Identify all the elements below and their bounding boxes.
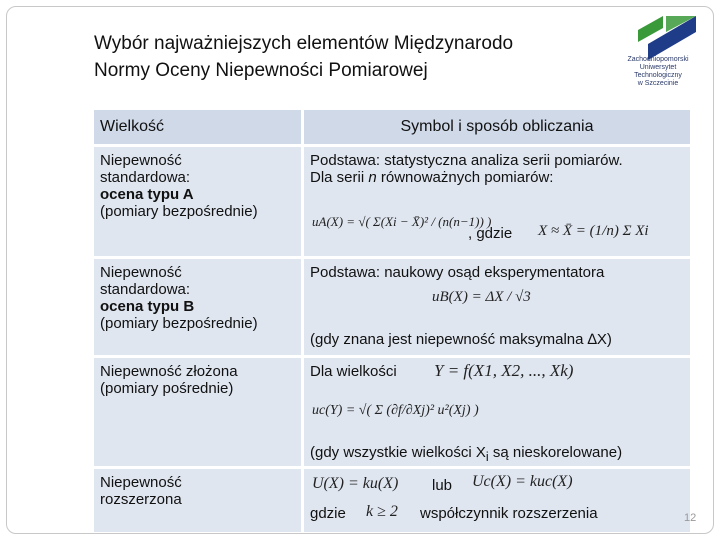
lub-label: lub bbox=[432, 477, 453, 494]
formula-ua: uA(X) = √( Σ(Xi − X̄)² / (n(n−1)) ) bbox=[312, 214, 492, 229]
formula-y: Y = f(X1, X2, ..., Xk) bbox=[434, 361, 574, 380]
row-b-desc: Podstawa: naukowy osąd eksperymentatora uB(X) = ΔX / √3 (gdy znana jest niepewność maksymalna ∆X) bbox=[304, 259, 690, 355]
row-c-note: (gdy wszystkie wielkości $X_i$ są nieskorelowane) bbox=[310, 444, 623, 464]
row-c-desc: Dla wielkości Y = f(X1, X2, ..., Xk) uc(Y) = √( Σ (∂f/∂Xj)² u²(Xj) ) (gdy wszystkie wielkości $X_i$ są nieskorelowane) bbox=[304, 358, 690, 466]
formula-ub: uB(X) = ΔX / √3 bbox=[432, 289, 531, 305]
formula-k: k ≥ 2 bbox=[366, 503, 398, 520]
uncertainty-table bbox=[94, 110, 690, 535]
row-a-desc: Podstawa: statystyczna analiza serii pomiarów. Dla serii n równoważnych pomiarów: uA(X) = √( Σ(Xi − X̄)² / (n(n−1)) ) , gdzie X ≈ X̄ = (1/n) Σ Xi bbox=[304, 147, 690, 256]
row-d-name: Niepewność rozszerzona bbox=[94, 469, 301, 532]
page-number: 12 bbox=[684, 512, 697, 524]
table-row bbox=[94, 259, 690, 355]
formula-U: U(X) = ku(X) bbox=[312, 475, 399, 492]
row-b-name: Niepewność standardowa: ocena typu B (pomiary bezpośrednie) bbox=[94, 259, 301, 355]
row-d-desc bbox=[304, 469, 690, 532]
table-header-row bbox=[94, 110, 690, 144]
header-symbol: Symbol i sposób obliczania bbox=[304, 110, 690, 144]
row-b-note: (gdy znana jest niepewność maksymalna ∆X) bbox=[310, 331, 612, 348]
row-c-name: Niepewność złożona (pomiary pośrednie) bbox=[94, 358, 301, 466]
gdzie-label-2: gdzie bbox=[310, 505, 346, 522]
formula-uc: uc(Y) = √( Σ (∂f/∂Xj)² u²(Xj) ) bbox=[312, 403, 479, 418]
table-row bbox=[94, 358, 690, 466]
title-line-2: Normy Oceny Niepewności Pomiarowej bbox=[94, 60, 428, 81]
row-a-name: Niepewność standardowa: ocena typu A (pomiary bezpośrednie) bbox=[94, 147, 301, 256]
logo-caption: Zachodniopomorski Uniwersytet Technologiczny w Szczecinie bbox=[627, 56, 689, 87]
header-quantity: Wielkość bbox=[94, 110, 301, 144]
formula-mean: X ≈ X̄ = (1/n) Σ Xi bbox=[538, 223, 649, 239]
title-line-1: Wybór najważniejszych elementów Międzynarodo bbox=[94, 33, 514, 54]
table-row bbox=[94, 147, 690, 256]
formula-Uc: Uc(X) = kuc(X) bbox=[472, 473, 573, 490]
slide-title bbox=[94, 30, 624, 84]
gdzie-label: , gdzie bbox=[468, 225, 513, 242]
table-row bbox=[94, 469, 690, 532]
row-d-note: współczynnik rozszerzenia bbox=[420, 505, 598, 522]
